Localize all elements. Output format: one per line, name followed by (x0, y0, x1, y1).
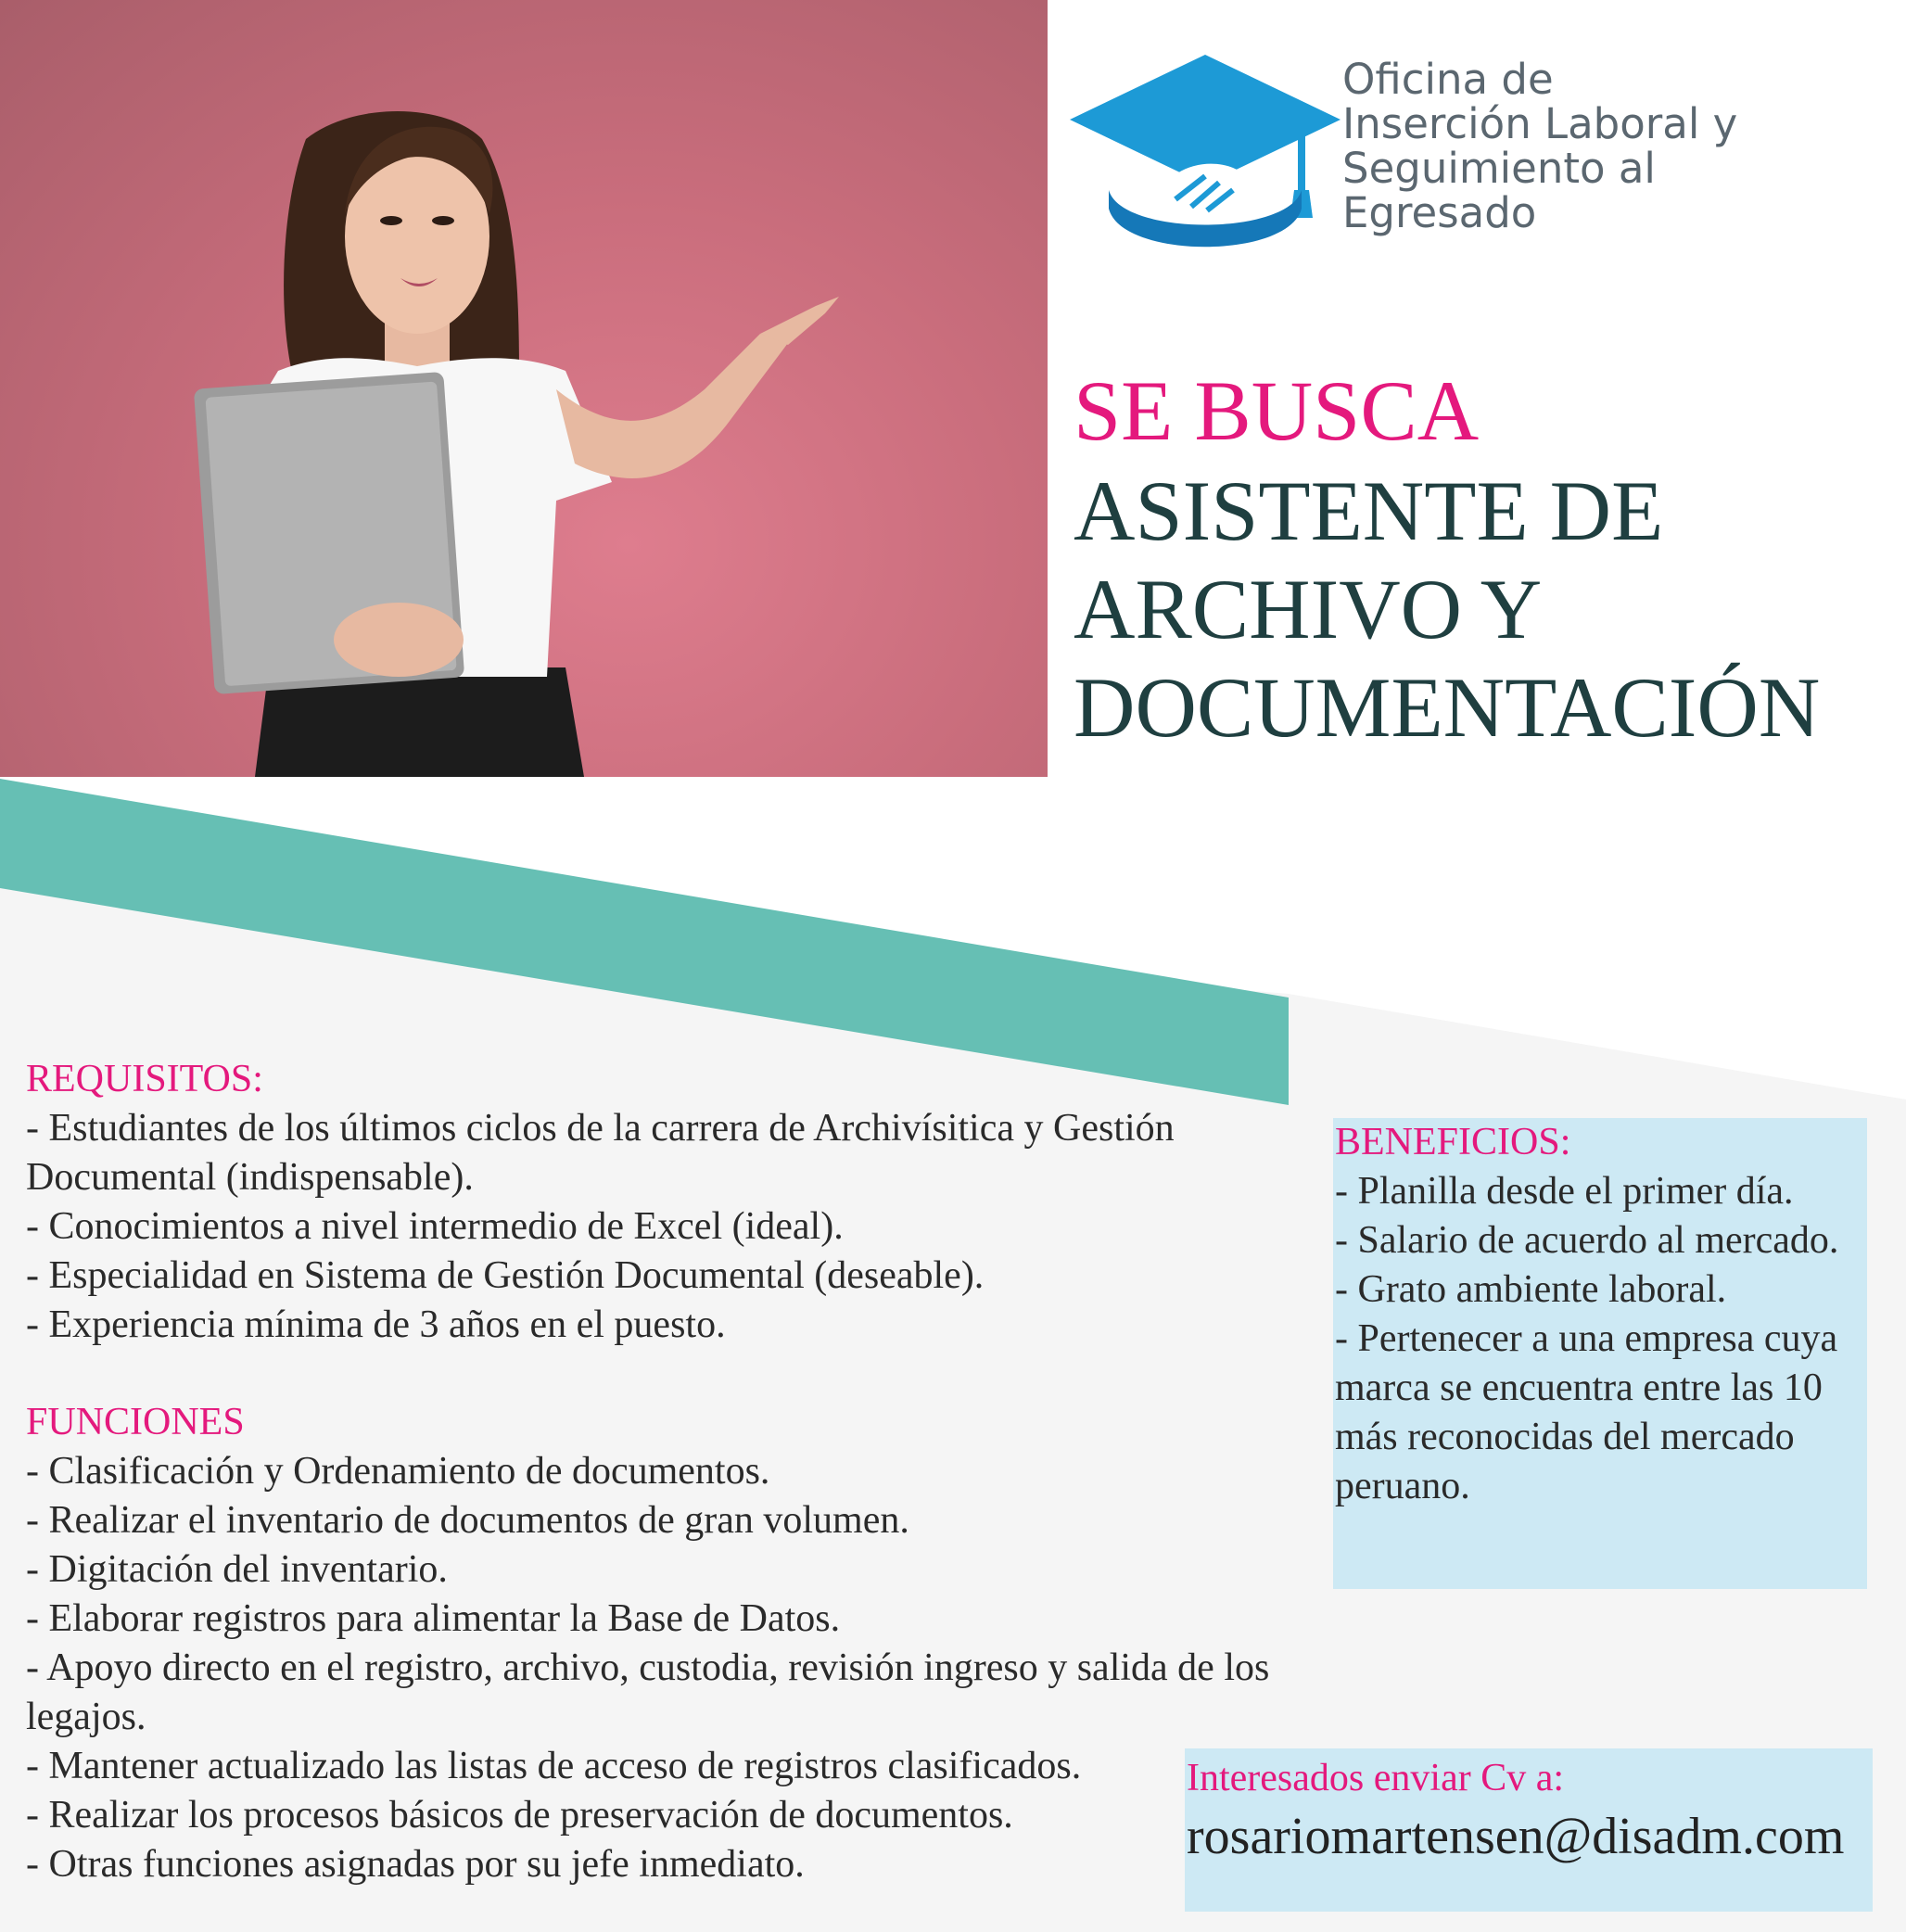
benefits-heading: BENEFICIOS: (1335, 1121, 1571, 1163)
graduation-cap-handshake-icon (1066, 51, 1344, 264)
job-title (1074, 462, 1889, 756)
contact-box (1185, 1748, 1873, 1912)
logo-text (1342, 57, 1760, 235)
logo-line: Oficina de (1342, 55, 1554, 104)
job-title-line: ASISTENTE DE (1074, 464, 1664, 558)
headline (1074, 360, 1889, 756)
list-item: - Salario de acuerdo al mercado. (1335, 1219, 1839, 1262)
list-item: - Grato ambiente laboral. (1335, 1268, 1727, 1311)
job-title-line: ARCHIVO Y (1074, 562, 1543, 656)
benefits-list (1335, 1167, 1863, 1511)
requirements-section (26, 1055, 1324, 1350)
list-item: - Digitación del inventario. (26, 1548, 448, 1591)
list-item: - Mantener actualizado las listas de acceso de registros clasificados. (26, 1745, 1082, 1787)
requirements-heading: REQUISITOS: (26, 1058, 263, 1100)
functions-list (26, 1447, 1342, 1889)
list-item: - Pertenecer a una empresa cuya marca se encuentra entre las 10 más reconocidas del mercado peruano. (1335, 1317, 1838, 1507)
contact-label: Interesados enviar Cv a: (1187, 1757, 1565, 1799)
hero-photo (0, 0, 1048, 777)
functions-section (26, 1398, 1342, 1889)
contact-email-link[interactable]: rosariomartensen@disadm.com (1187, 1808, 1845, 1865)
benefits-box (1333, 1118, 1867, 1589)
list-item: - Realizar los procesos básicos de preservación de documentos. (26, 1794, 1013, 1837)
se-busca-heading: SE BUSCA (1074, 363, 1480, 458)
requirements-list (26, 1104, 1324, 1350)
list-item: - Experiencia mínima de 3 años en el puesto. (26, 1303, 726, 1346)
job-title-line: DOCUMENTACIÓN (1074, 660, 1821, 755)
list-item: - Estudiantes de los últimos ciclos de la carrera de Archivísitica y Gestión Documental (indispensable). (26, 1107, 1175, 1199)
list-item: - Especialidad en Sistema de Gestión Documental (deseable). (26, 1254, 985, 1297)
logo-line: Seguimiento al (1342, 144, 1656, 193)
list-item: - Otras funciones asignadas por su jefe inmediato. (26, 1843, 805, 1886)
list-item: - Planilla desde el primer día. (1335, 1170, 1794, 1213)
functions-heading: FUNCIONES (26, 1401, 245, 1443)
logo-line: Egresado (1342, 188, 1537, 237)
list-item: - Conocimientos a nivel intermedio de Excel (ideal). (26, 1205, 844, 1248)
list-item: - Elaborar registros para alimentar la Base de Datos. (26, 1597, 841, 1640)
list-item: - Clasificación y Ordenamiento de documentos. (26, 1450, 770, 1493)
woman-holding-folder-illustration (0, 0, 1048, 777)
list-item: - Realizar el inventario de documentos de gran volumen. (26, 1499, 909, 1542)
logo-line: Inserción Laboral y (1342, 99, 1738, 148)
list-item: - Apoyo directo en el registro, archivo, custodia, revisión ingreso y salida de los legajos. (26, 1646, 1270, 1738)
